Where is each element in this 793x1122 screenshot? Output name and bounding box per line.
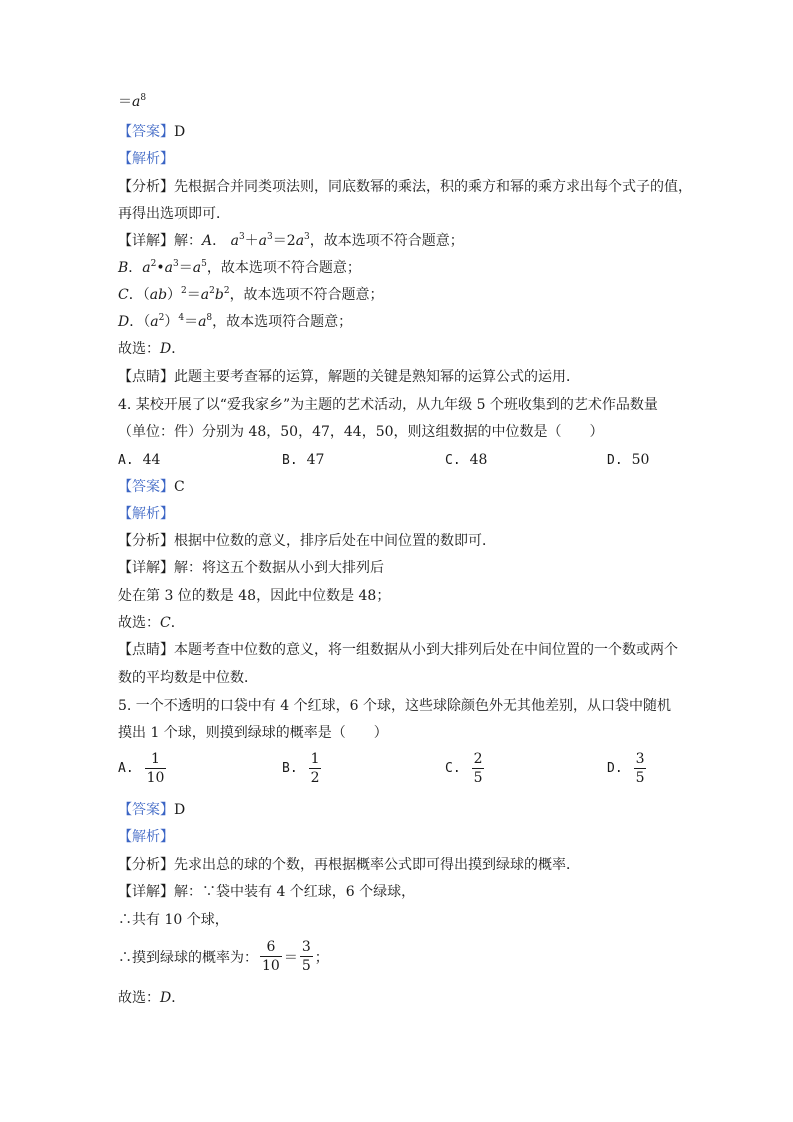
exponent: 2 [150,259,157,269]
exponent: 3 [304,232,310,242]
answer-tag: 【答案】 [118,124,174,140]
q3-dianjing [118,367,580,387]
exponent: 2 [209,286,215,296]
detail-text: ∴摸到绿球的概率为： [118,949,258,966]
q5-analysis-tag: 【解析】 [118,829,174,845]
denominator: 5 [635,770,645,786]
numerator: 2 [473,751,483,767]
q3-answer [118,122,185,142]
choice-letter: D [160,990,172,1006]
option-label: C. [445,761,461,776]
text-seg: 故选： [118,990,160,1006]
q3-fenxi-line1 [118,177,692,197]
text-seg: 故选： [118,615,160,631]
text-seg: ＝ [178,260,193,276]
answer-value: D [174,124,186,140]
fraction [634,750,647,787]
var: a [230,233,239,249]
q5-detail-line3 [118,938,329,975]
q5-option-b [282,750,323,787]
q5-option-d [607,750,648,787]
text-seg: 解： [174,233,202,249]
text-seg: ＝ [186,287,201,303]
answer-value: D [174,802,186,818]
choice-letter: C [160,615,171,631]
option-value: 50 [631,452,650,468]
q3-fenxi-line2: 再得出选项即可． [118,206,230,222]
numerator: 1 [310,751,320,767]
q4-answer [118,477,185,497]
fenxi-text: 先求出总的球的个数，再根据概率公式即可得出摸到绿球的概率． [174,857,580,873]
q4-detail-line2: 处在第 3 位的数是 48，因此中位数是 48； [118,588,391,604]
q5-stem-line2: 摸出 1 个球，则摸到绿球的概率是（ ） [118,725,388,741]
denominator: 2 [310,770,320,786]
dianjing-tag: 【点睛】 [118,369,174,385]
option-letter: C [118,287,129,303]
q4-dianjing-line2: 数的平均数是中位数． [118,670,258,686]
option-value: 47 [306,452,325,468]
q3-choose [118,339,185,359]
option-label: B. [282,453,298,468]
q4-choose [118,613,185,633]
text-seg: ． [171,990,186,1006]
option-value: 44 [142,452,161,468]
q5-stem-line1: 5. 一个不透明的口袋中有 4 个红球，6 个球，这些球除颜色外无其他差别，从口袋中随机 [118,698,671,714]
fenxi-text: 先根据合并同类项法则，同底数幂的乘法，积的乘方和幂的乘方求出每个式子的值， [174,179,692,195]
text-seg: • [156,260,165,276]
fenxi-tag: 【分析】 [118,533,174,549]
denominator: 5 [301,958,311,974]
q5-choose [118,988,185,1008]
numerator: 3 [635,751,645,767]
text-seg: ． [171,341,186,357]
fenxi-tag: 【分析】 [118,179,174,195]
exponent: 4 [178,313,185,323]
q5-fenxi [118,855,580,875]
text-seg: ，故本选项符合题意； [212,314,353,330]
exponent: 3 [267,232,273,242]
text-seg: ） [164,314,179,330]
fenxi-tag: 【分析】 [118,857,174,873]
exponent: 2 [158,313,165,323]
option-letter: B [118,260,129,276]
dianjing-tag: 【点睛】 [118,642,174,658]
var: a [258,233,268,249]
q3-detail-c [118,285,384,305]
q4-option-d [607,450,649,471]
var: a [142,260,151,276]
text-seg: ＋ [244,233,259,249]
answer-tag: 【答案】 [118,802,174,818]
fraction [309,750,322,787]
q4-stem-line1: 4. 某校开展了以“爱我家乡”为主题的艺术活动，从九年级 5 个班收集到的艺术作品数量 [118,397,658,413]
q4-option-b [282,450,324,471]
var: a [295,233,305,249]
numerator: 3 [301,939,311,955]
text-seg: ． [128,260,143,276]
option-label: D. [607,761,623,776]
dianjing-text: 此题主要考查幂的运算，解题的关键是熟知幂的运算公式的运用． [174,369,580,385]
q5-answer [118,800,185,820]
answer-tag: 【答案】 [118,479,174,495]
text-seg: ．（ [128,287,150,303]
detail-tag: 【详解】 [118,560,174,576]
exponent: 3 [173,259,179,269]
fraction [260,938,282,975]
eq-sign: ＝ [283,949,298,966]
exponent: 3 [238,232,245,242]
equation-line [118,92,146,112]
option-label: D. [607,453,623,468]
text-seg: ． [212,233,227,249]
option-label: B. [282,761,298,776]
var: ab [149,287,168,303]
var: b [214,287,224,303]
q4-option-a [118,450,160,471]
var: a [164,260,174,276]
fraction [300,938,313,975]
q5-detail-line1 [118,882,415,902]
text-seg: ． [170,615,185,631]
numerator: 6 [260,938,282,957]
q4-detail-line1 [118,558,384,578]
text-seg: ＝2 [272,233,296,249]
text-seg: ，故本选项不符合题意； [229,287,384,303]
option-value: 48 [469,452,488,468]
exponent: 2 [223,286,230,296]
denominator: 10 [262,958,280,974]
text-seg: 故选： [118,341,160,357]
exponent: 5 [201,259,207,269]
q5-option-c [445,750,486,787]
q3-analysis-tag: 【解析】 [118,151,174,167]
eq-sign: ＝ [118,94,132,110]
text-seg: ，故本选项不符合题意； [206,260,361,276]
detail-tag: 【详解】 [118,884,174,900]
text-seg: ） [167,287,182,303]
fraction [145,750,167,787]
detail-text: 解：∵袋中装有 4 个红球，6 个绿球， [174,884,416,900]
option-letter: D [118,314,130,330]
q3-detail-b [118,258,361,278]
detail-text: 解：将这五个数据从小到大排列后 [174,560,384,576]
choice-letter: D [160,341,172,357]
dianjing-text: 本题考查中位数的意义，将一组数据从小到大排列后处在中间位置的一个数或两个 [174,642,678,658]
var: a [200,287,210,303]
q4-dianjing-line1 [118,640,678,660]
option-label: A. [118,761,134,776]
q4-analysis-tag: 【解析】 [118,506,174,522]
q4-fenxi [118,531,496,551]
exponent: 8 [140,93,147,103]
q3-detail-a [118,231,464,251]
denominator: 5 [473,770,483,786]
q4-option-c [445,450,487,471]
text-seg: ．（ [129,314,151,330]
q5-option-a [118,750,168,787]
numerator: 1 [145,750,167,769]
var: a [192,260,202,276]
text-seg: ，故本选项不符合题意； [309,233,464,249]
q5-detail-line2: ∴共有 10 个球， [118,912,229,928]
denominator: 10 [146,770,165,786]
var-a: a [132,94,141,110]
fenxi-text: 根据中位数的意义，排序后处在中间位置的数即可． [174,533,496,549]
var: a [198,314,207,330]
text-seg: ＝ [184,314,199,330]
fraction [472,750,485,787]
var: a [150,314,159,330]
q4-stem-line2: （单位：件）分别为 48，50，47，44，50，则这组数据的中位数是（ ） [118,424,604,440]
q3-detail-d [118,312,352,332]
text-seg: ； [314,949,329,966]
exponent: 8 [206,313,213,323]
detail-tag: 【详解】 [118,233,174,249]
answer-value: C [174,479,185,495]
option-label: A. [118,453,134,468]
exponent: 2 [181,286,187,296]
option-label: C. [445,453,461,468]
option-letter: A [202,233,213,249]
